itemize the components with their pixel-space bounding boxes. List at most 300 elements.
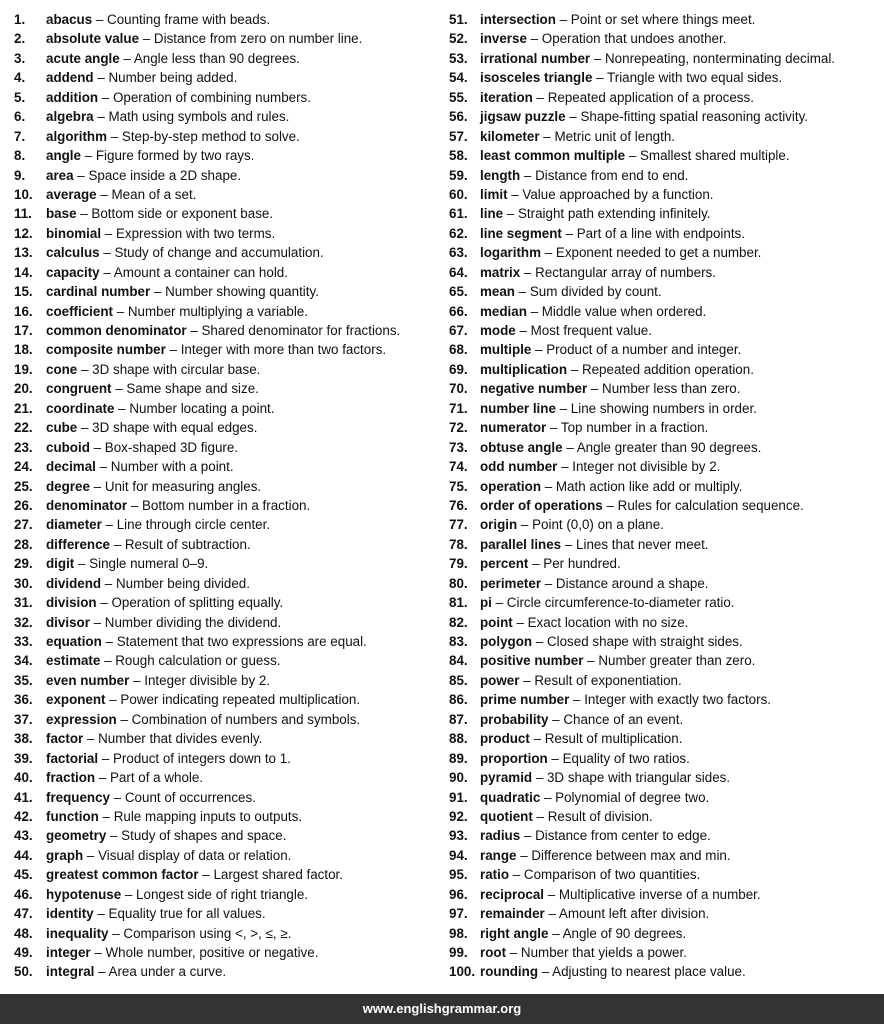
- glossary-entry: [14, 807, 439, 826]
- entry-separator: –: [514, 284, 530, 300]
- glossary-entry: [14, 127, 439, 146]
- glossary-entry: [449, 924, 879, 943]
- entry-separator: –: [83, 847, 99, 863]
- entry-definition: Count of occurrences.: [124, 789, 256, 805]
- entry-definition: Angle greater than 90 degrees.: [576, 439, 762, 455]
- entry-number: 37.: [14, 711, 33, 727]
- entry-definition: Amount left after division.: [558, 906, 710, 922]
- glossary-entry: [14, 49, 439, 68]
- glossary-entry: [14, 302, 439, 321]
- entry-definition: Chance of an event.: [563, 711, 684, 727]
- entry-definition: Result of exponentiation.: [534, 672, 682, 688]
- entry-term: line segment: [480, 225, 562, 241]
- entry-definition: Operation that undoes another.: [541, 31, 727, 47]
- entry-definition: Value approached by a function.: [522, 186, 714, 202]
- entry-term: operation: [480, 478, 542, 494]
- entry-term: absolute value: [46, 31, 140, 47]
- entry-definition: Result of multiplication.: [544, 731, 683, 747]
- entry-number: 86.: [449, 692, 468, 708]
- entry-term: point: [480, 614, 513, 630]
- glossary-entry: [449, 263, 879, 282]
- entry-definition: Study of change and accumulation.: [114, 245, 324, 261]
- entry-number: 44.: [14, 847, 33, 863]
- entry-number: 55.: [449, 89, 468, 105]
- entry-term: negative number: [480, 381, 588, 397]
- glossary-entry: [449, 302, 879, 321]
- entry-term: multiple: [480, 342, 532, 358]
- glossary-entry: [449, 399, 879, 418]
- glossary-list-right: [449, 10, 879, 982]
- entry-definition: Unit for measuring angles.: [104, 478, 262, 494]
- glossary-entry: [449, 224, 879, 243]
- glossary-entry: [449, 671, 879, 690]
- entry-number: 31.: [14, 595, 33, 611]
- glossary-entry: [449, 554, 879, 573]
- entry-term: algorithm: [46, 128, 108, 144]
- entry-separator: –: [165, 342, 181, 358]
- entry-separator: –: [95, 459, 111, 475]
- entry-term: estimate: [46, 653, 101, 669]
- entry-separator: –: [112, 303, 128, 319]
- glossary-entry: [449, 943, 879, 962]
- entry-definition: Integer not divisible by 2.: [572, 459, 721, 475]
- entry-separator: –: [532, 770, 547, 786]
- glossary-entry: [14, 632, 439, 651]
- entry-definition: Straight path extending infinitely.: [517, 206, 711, 222]
- entry-definition: Rules for calculation sequence.: [617, 497, 804, 513]
- entry-term: abacus: [46, 12, 93, 27]
- entry-term: jigsaw puzzle: [480, 109, 566, 125]
- entry-number: 53.: [449, 50, 468, 66]
- glossary-entry: [14, 651, 439, 670]
- entry-separator: –: [541, 575, 556, 591]
- entry-term: positive number: [480, 653, 584, 669]
- entry-number: 12.: [14, 225, 33, 241]
- glossary-entry: [14, 768, 439, 787]
- glossary-entry: [14, 885, 439, 904]
- entry-definition: Triangle with two equal sides.: [607, 70, 783, 86]
- entry-definition: Rule mapping inputs to outputs.: [113, 808, 303, 824]
- entry-separator: –: [77, 361, 93, 377]
- entry-number: 81.: [449, 595, 468, 611]
- entry-separator: –: [198, 867, 214, 883]
- entry-term: composite number: [46, 342, 166, 358]
- entry-term: pi: [480, 595, 492, 611]
- entry-number: 66.: [449, 303, 468, 319]
- entry-term: expression: [46, 711, 117, 727]
- footer-bar: [0, 994, 884, 1024]
- entry-definition: Bottom side or exponent base.: [91, 206, 274, 222]
- entry-number: 93.: [449, 828, 468, 844]
- entry-separator: –: [89, 614, 105, 630]
- glossary-entry: [449, 185, 879, 204]
- entry-definition: Area under a curve.: [108, 964, 227, 980]
- entry-separator: –: [77, 420, 93, 436]
- entry-number: 32.: [14, 614, 33, 630]
- entry-definition: Exact location with no size.: [527, 614, 689, 630]
- entry-definition: Statement that two expressions are equal.: [116, 634, 367, 649]
- entry-definition: Longest side of right triangle.: [136, 886, 309, 902]
- entry-definition: Visual display of data or relation.: [98, 847, 292, 863]
- entry-term: capacity: [46, 264, 100, 280]
- glossary-entry: [14, 690, 439, 709]
- glossary-entry: [14, 593, 439, 612]
- entry-term: remainder: [480, 906, 545, 922]
- entry-number: 48.: [14, 925, 33, 941]
- glossary-entry: [14, 613, 439, 632]
- entry-number: 61.: [449, 206, 468, 222]
- entry-number: 64.: [449, 264, 468, 280]
- entry-separator: –: [99, 245, 115, 261]
- glossary-entry: [449, 729, 879, 748]
- entry-number: 49.: [14, 945, 33, 960]
- entry-definition: Largest shared factor.: [213, 867, 343, 883]
- entry-definition: Number locating a point.: [129, 400, 275, 416]
- glossary-entry: [14, 826, 439, 845]
- glossary-entry: [449, 593, 879, 612]
- entry-separator: –: [101, 517, 117, 533]
- entry-separator: –: [590, 50, 606, 66]
- entry-term: prime number: [480, 692, 570, 708]
- entry-separator: –: [139, 31, 154, 47]
- entry-number: 25.: [14, 478, 33, 494]
- entry-number: 78.: [449, 536, 468, 552]
- entry-separator: –: [539, 128, 555, 144]
- entry-definition: Sum divided by count.: [529, 284, 662, 300]
- entry-definition: Middle value when ordered.: [541, 303, 707, 319]
- glossary-entry: [14, 399, 439, 418]
- entry-term: factor: [46, 731, 84, 747]
- entry-definition: Number showing quantity.: [165, 284, 319, 300]
- entry-separator: –: [89, 439, 105, 455]
- entry-number: 3.: [14, 50, 26, 66]
- glossary-entry: [449, 768, 879, 787]
- entry-term: parallel lines: [480, 536, 562, 552]
- entry-separator: –: [548, 925, 563, 941]
- entry-term: order of operations: [480, 497, 603, 513]
- entry-separator: –: [111, 381, 127, 397]
- glossary-entry: [14, 574, 439, 593]
- entry-definition: Multiplicative inverse of a number.: [558, 886, 761, 902]
- entry-separator: –: [515, 323, 531, 338]
- entry-number: 87.: [449, 711, 468, 727]
- entry-number: 82.: [449, 614, 468, 630]
- entry-term: frequency: [46, 789, 110, 805]
- entry-term: perimeter: [480, 575, 542, 591]
- entry-definition: Operation of combining numbers.: [112, 89, 311, 105]
- entry-definition: Single numeral 0–9.: [89, 556, 209, 572]
- entry-term: pyramid: [480, 770, 533, 786]
- entry-number: 65.: [449, 284, 468, 300]
- entry-term: intersection: [480, 12, 556, 27]
- entry-term: root: [480, 945, 507, 960]
- glossary-entry: [449, 282, 879, 301]
- entry-term: irrational number: [480, 50, 591, 66]
- entry-term: odd number: [480, 459, 558, 475]
- entry-number: 1.: [14, 12, 26, 27]
- entry-separator: –: [512, 614, 528, 630]
- entry-separator: –: [547, 750, 563, 766]
- glossary-entry: [449, 651, 879, 670]
- footer-website-link[interactable]: www.englishgrammar.org: [362, 1001, 522, 1016]
- entry-term: reciprocal: [480, 886, 545, 902]
- entry-separator: –: [106, 828, 122, 844]
- entry-term: greatest common factor: [46, 867, 199, 883]
- entry-separator: –: [544, 886, 559, 902]
- entry-definition: Product of a number and integer.: [546, 342, 742, 358]
- glossary-entry: [14, 924, 439, 943]
- entry-number: 10.: [14, 186, 33, 202]
- entry-term: calculus: [46, 245, 100, 261]
- entry-number: 50.: [14, 964, 33, 980]
- entry-term: ratio: [480, 867, 510, 883]
- glossary-entry: [14, 496, 439, 515]
- entry-separator: –: [105, 692, 121, 708]
- entry-definition: Most frequent value.: [530, 323, 652, 338]
- glossary-entry: [14, 263, 439, 282]
- glossary-entry: [449, 846, 879, 865]
- entry-separator: –: [110, 536, 125, 552]
- entry-number: 98.: [449, 925, 468, 941]
- entry-term: identity: [46, 906, 94, 922]
- entry-separator: –: [491, 595, 507, 611]
- glossary-entry: [449, 515, 879, 534]
- entry-number: 90.: [449, 770, 468, 786]
- entry-separator: –: [540, 789, 556, 805]
- glossary-entry: [14, 282, 439, 301]
- entry-term: equation: [46, 634, 102, 649]
- entry-term: power: [480, 672, 520, 688]
- entry-term: fraction: [46, 770, 96, 786]
- entry-separator: –: [569, 692, 585, 708]
- entry-separator: –: [98, 750, 113, 766]
- entry-term: degree: [46, 478, 90, 494]
- entry-separator: –: [532, 634, 547, 649]
- entry-term: integral: [46, 964, 95, 980]
- glossary-entry: [449, 340, 879, 359]
- glossary-entry: [449, 10, 879, 29]
- entry-term: multiplication: [480, 361, 568, 377]
- entry-number: 84.: [449, 653, 468, 669]
- entry-term: right angle: [480, 925, 549, 941]
- entry-number: 6.: [14, 109, 26, 125]
- entry-number: 94.: [449, 847, 468, 863]
- entry-definition: Rough calculation or guess.: [115, 653, 281, 669]
- entry-definition: Mean of a set.: [111, 186, 197, 202]
- entry-definition: 3D shape with triangular sides.: [546, 770, 731, 786]
- entry-number: 39.: [14, 750, 33, 766]
- entry-definition: Combination of numbers and symbols.: [131, 711, 361, 727]
- entry-term: inverse: [480, 31, 527, 47]
- entry-number: 46.: [14, 886, 33, 902]
- entry-term: digit: [46, 556, 75, 572]
- entry-term: algebra: [46, 109, 94, 125]
- entry-term: length: [480, 167, 521, 183]
- entry-separator: –: [548, 711, 564, 727]
- glossary-entry: [449, 204, 879, 223]
- entry-number: 85.: [449, 672, 468, 688]
- glossary-entry: [449, 88, 879, 107]
- glossary-entry: [14, 962, 439, 981]
- entry-separator: –: [76, 206, 92, 222]
- entry-separator: –: [129, 672, 145, 688]
- entry-number: 60.: [449, 186, 468, 202]
- entry-separator: –: [562, 439, 577, 455]
- entry-term: area: [46, 167, 74, 183]
- entry-number: 79.: [449, 556, 468, 572]
- glossary-entry: [14, 68, 439, 87]
- entry-term: mean: [480, 284, 515, 300]
- glossary-entry: [14, 379, 439, 398]
- entry-separator: –: [503, 206, 518, 222]
- entry-number: 58.: [449, 148, 468, 164]
- entry-term: even number: [46, 672, 130, 688]
- glossary-entry: [14, 515, 439, 534]
- entry-definition: Distance from end to end.: [535, 167, 689, 183]
- glossary-entry: [449, 865, 879, 884]
- entry-number: 62.: [449, 225, 468, 241]
- glossary-entry: [14, 360, 439, 379]
- entry-term: coefficient: [46, 303, 113, 319]
- entry-number: 69.: [449, 361, 468, 377]
- glossary-entry: [449, 749, 879, 768]
- entry-separator: –: [625, 148, 640, 164]
- glossary-entry: [14, 321, 439, 340]
- entry-definition: Per hundred.: [543, 556, 621, 572]
- entry-definition: Equality true for all values.: [108, 906, 266, 922]
- entry-number: 29.: [14, 556, 33, 572]
- glossary-entry: [449, 321, 879, 340]
- entry-number: 15.: [14, 284, 33, 300]
- entry-separator: –: [531, 342, 547, 358]
- entry-term: probability: [480, 711, 549, 727]
- glossary-entry: [449, 29, 879, 48]
- entry-number: 23.: [14, 439, 33, 455]
- entry-separator: –: [519, 672, 535, 688]
- entry-term: number line: [480, 400, 556, 416]
- entry-definition: Math using symbols and rules.: [108, 109, 290, 125]
- entry-definition: Line through circle center.: [116, 517, 271, 533]
- glossary-entry: [14, 10, 439, 29]
- entry-number: 33.: [14, 634, 33, 649]
- glossary-entry: [449, 788, 879, 807]
- entry-term: logarithm: [480, 245, 542, 261]
- entry-separator: –: [98, 808, 114, 824]
- entry-number: 47.: [14, 906, 33, 922]
- entry-number: 7.: [14, 128, 26, 144]
- entry-definition: Angle of 90 degrees.: [562, 925, 687, 941]
- entry-definition: Comparison of two quantities.: [523, 867, 701, 883]
- entry-term: polygon: [480, 634, 533, 649]
- entry-term: product: [480, 731, 530, 747]
- entry-definition: Operation of splitting equally.: [111, 595, 284, 611]
- glossary-entry: [14, 107, 439, 126]
- glossary-entry: [14, 788, 439, 807]
- glossary-entry: [449, 632, 879, 651]
- glossary-entry: [14, 88, 439, 107]
- entry-term: rounding: [480, 964, 539, 980]
- entry-term: limit: [480, 186, 508, 202]
- entry-separator: –: [561, 225, 577, 241]
- glossary-entry: [449, 885, 879, 904]
- entry-number: 88.: [449, 731, 468, 747]
- glossary-entry: [14, 710, 439, 729]
- entry-term: hypotenuse: [46, 886, 122, 902]
- entry-number: 99.: [449, 945, 468, 960]
- entry-number: 57.: [449, 128, 468, 144]
- entry-definition: Part of a line with endpoints.: [576, 225, 745, 241]
- entry-definition: Repeated addition operation.: [581, 361, 754, 377]
- entry-separator: –: [520, 167, 536, 183]
- entry-number: 97.: [449, 906, 468, 922]
- entry-definition: Product of integers down to 1.: [112, 750, 291, 766]
- entry-separator: –: [583, 653, 599, 669]
- entry-definition: Polynomial of degree two.: [555, 789, 710, 805]
- entry-definition: Exponent needed to get a number.: [555, 245, 762, 261]
- entry-number: 89.: [449, 750, 468, 766]
- glossary-entry: [14, 943, 439, 962]
- entry-definition: Bottom number in a fraction.: [141, 497, 311, 513]
- entry-separator: –: [567, 361, 582, 377]
- entry-separator: –: [98, 89, 113, 105]
- glossary-entry: [449, 535, 879, 554]
- entry-definition: Lines that never meet.: [576, 536, 709, 552]
- glossary-entry: [14, 340, 439, 359]
- entry-number: 17.: [14, 323, 33, 338]
- entry-definition: Circle circumference-to-diameter ratio.: [506, 595, 735, 611]
- entry-separator: –: [538, 964, 553, 980]
- entry-separator: –: [96, 186, 112, 202]
- entry-definition: 3D shape with equal edges.: [92, 420, 258, 436]
- entry-definition: Adjusting to nearest place value.: [552, 964, 746, 980]
- entry-number: 52.: [449, 31, 468, 47]
- glossary-entry: [14, 904, 439, 923]
- entry-number: 74.: [449, 459, 468, 475]
- entry-definition: Space inside a 2D shape.: [88, 167, 242, 183]
- glossary-entry: [14, 729, 439, 748]
- entry-separator: –: [587, 381, 603, 397]
- glossary-entry: [449, 438, 879, 457]
- glossary-entry: [449, 826, 879, 845]
- entry-number: 91.: [449, 789, 468, 805]
- entry-separator: –: [96, 595, 112, 611]
- entry-separator: –: [93, 70, 109, 86]
- entry-definition: Number that yields a power.: [520, 945, 687, 960]
- entry-definition: Step-by-step method to solve.: [121, 128, 300, 144]
- entry-number: 34.: [14, 653, 33, 669]
- entry-definition: Number multiplying a variable.: [127, 303, 308, 319]
- glossary-list-left: [14, 10, 439, 982]
- entry-definition: Result of subtraction.: [124, 536, 251, 552]
- glossary-entry: [449, 379, 879, 398]
- glossary-entry: [14, 166, 439, 185]
- entry-separator: –: [108, 925, 124, 941]
- entry-term: coordinate: [46, 400, 115, 416]
- entry-separator: –: [93, 109, 109, 125]
- entry-definition: Closed shape with straight sides.: [546, 634, 743, 649]
- entry-separator: –: [99, 264, 114, 280]
- entry-definition: Expression with two terms.: [115, 225, 276, 241]
- entry-separator: –: [541, 245, 556, 261]
- entry-definition: Number with a point.: [110, 459, 234, 475]
- entry-term: acute angle: [46, 50, 120, 66]
- glossary-entry: [449, 496, 879, 515]
- entry-number: 2.: [14, 31, 26, 47]
- entry-number: 27.: [14, 517, 33, 533]
- entry-term: mode: [480, 323, 516, 338]
- entry-definition: Distance from center to edge.: [535, 828, 711, 844]
- glossary-entry: [14, 146, 439, 165]
